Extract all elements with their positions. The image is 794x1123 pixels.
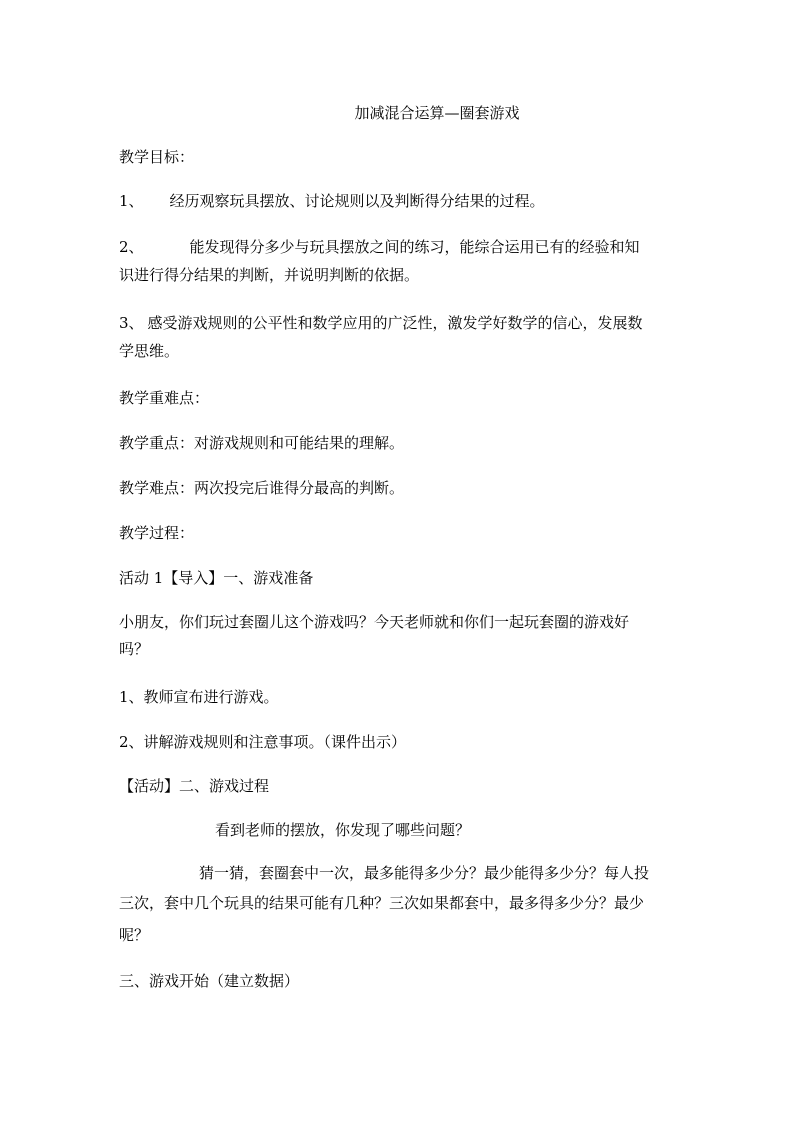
objective-3-text: 感受游戏规则的公平性和数学应用的广泛性，激发学好数学的信心，发展数	[147, 314, 643, 332]
key-point: 教学重点：对游戏规则和可能结果的理解。	[119, 434, 405, 452]
objective-1-number: 1、	[119, 192, 144, 210]
objective-2-text-continued: 识进行得分结果的判断，并说明判断的依据。	[119, 266, 420, 284]
objective-2-number: 2、	[119, 238, 144, 256]
question-observe: 看到老师的摆放，你发现了哪些问题？	[215, 821, 471, 839]
document-title: 加减混合运算—圈套游戏	[354, 104, 520, 122]
section-heading-process: 教学过程：	[119, 524, 195, 542]
question-guess: 猜一猜，套圈套中一次，最多能得多少分？最少能得多少分？每人投	[199, 864, 650, 882]
step-2: 2、讲解游戏规则和注意事项。（课件出示）	[119, 733, 407, 751]
step-1: 1、教师宣布进行游戏。	[119, 688, 279, 706]
difficult-point: 教学难点：两次投完后谁得分最高的判断。	[119, 479, 405, 497]
objective-item-2	[119, 236, 679, 258]
objective-item-1	[119, 190, 679, 212]
objective-1-text: 经历观察玩具摆放、讨论规则以及判断得分结果的过程。	[169, 192, 545, 210]
question-guess-end: 呢？	[119, 926, 150, 944]
objective-3-number: 3、	[119, 314, 144, 332]
activity-2-heading: 【活动】二、游戏过程	[119, 777, 270, 795]
intro-paragraph-continued: 吗？	[119, 640, 150, 658]
section-heading-key-points: 教学重难点：	[119, 389, 210, 407]
activity-1-heading: 活动 1【导入】一、游戏准备	[119, 569, 314, 587]
objective-item-3	[119, 312, 679, 334]
objective-3-text-continued: 学思维。	[119, 342, 180, 360]
objective-2-text: 能发现得分多少与玩具摆放之间的练习，能综合运用已有的经验和知	[189, 238, 640, 256]
section-heading-objectives: 教学目标：	[119, 148, 195, 166]
activity-3-heading: 三、游戏开始（建立数据）	[119, 972, 300, 990]
question-guess-continued: 三次，套中几个玩具的结果可能有几种？三次如果都套中，最多得多少分？最少	[119, 894, 645, 912]
intro-paragraph: 小朋友，你们玩过套圈儿这个游戏吗？今天老师就和你们一起玩套圈的游戏好	[119, 613, 630, 631]
